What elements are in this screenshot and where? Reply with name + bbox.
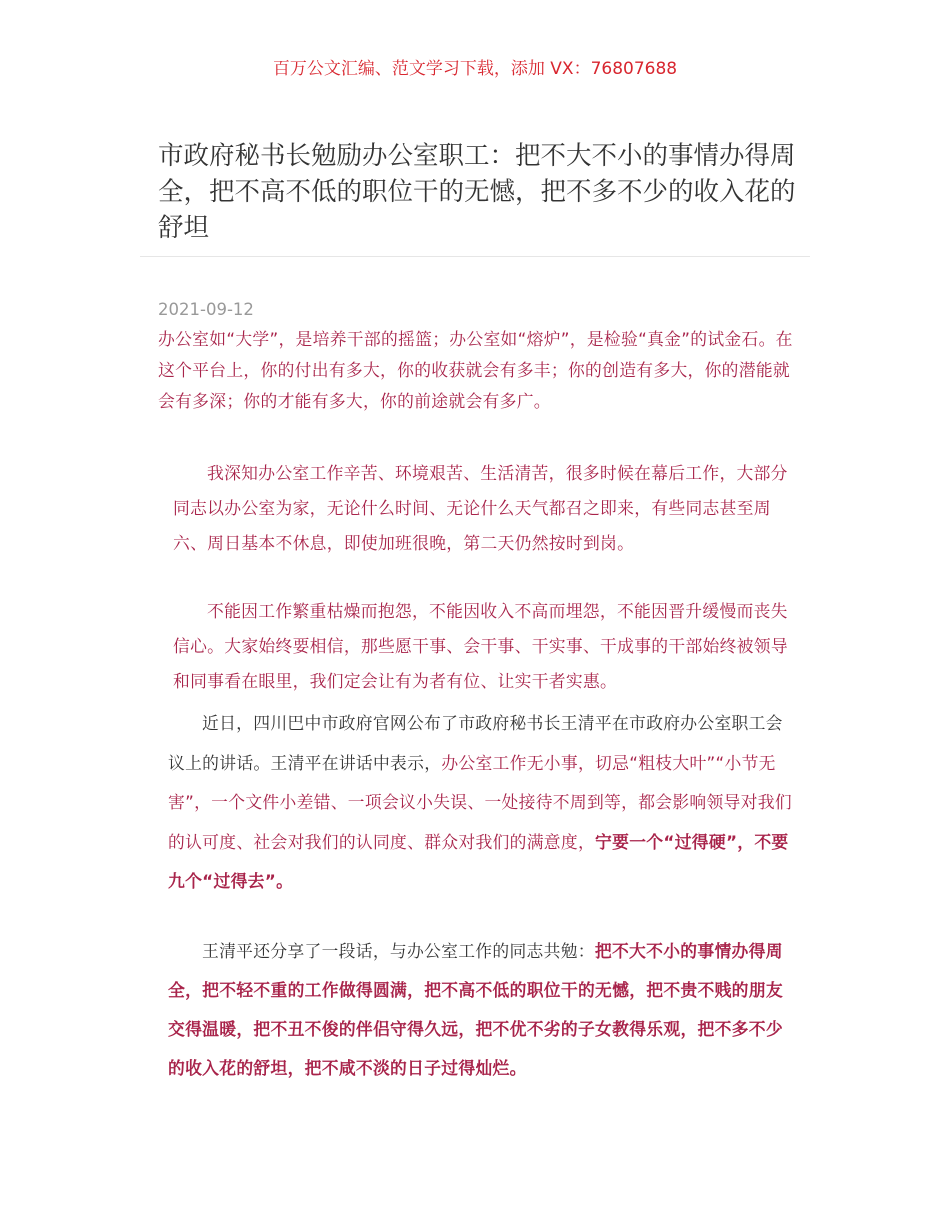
promo-banner: 百万公文汇编、范文学习下载，添加 VX：76807688 bbox=[272, 59, 678, 79]
speech-emphasis-text: 宁要一个“过得硬”，不要九个“过得去”。 bbox=[168, 831, 789, 891]
speech-highlight-text: 办公室工作无小事，切忌“粗枝大叶”“小节无害”，一个文件小差错、一项会议小失误、一处接待不周到等，都会影响领导对我们的认可度、社会对我们的认同度、群众对我们的满意度， bbox=[168, 752, 792, 852]
paragraph-hardship: 我深知办公室工作辛苦、环境艰苦、生活清苦，很多时候在幕后工作，大部分同志以办公室为家，无论什么时间、无论什么天气都召之即来，有些同志甚至周六、周日基本不休息，即使加班很晚，第二天仍然按时到岗。 bbox=[173, 463, 788, 553]
paragraph-encouragement: 不能因工作繁重枯燥而抱怨，不能因收入不高而埋怨，不能因晋升缓慢而丧失信心。大家始终要相信，那些愿干事、会干事、干实事、干成事的干部始终被领导和同事看在眼里，我们定会让有为者有位、让实干者实惠。 bbox=[173, 601, 788, 691]
paragraph-speech bbox=[168, 704, 798, 902]
article-title: 市政府秘书长勉励办公室职工：把不大不小的事情办得周全，把不高不低的职位干的无憾，把不多不少的收入花的舒坦 bbox=[158, 141, 796, 243]
paragraph-motto bbox=[168, 932, 798, 1088]
speech-lead-text: 近日，四川巴中市政府官网公布了市政府秘书长王清平在市政府办公室职工会议上的讲话。王清平在讲话中表示， bbox=[168, 713, 783, 773]
publish-date: 2021-09-12 bbox=[158, 300, 254, 319]
intro-paragraph: 办公室如“大学”，是培养干部的摇篮；办公室如“熔炉”，是检验“真金”的试金石。在这个平台上，你的付出有多大，你的收获就会有多丰；你的创造有多大，你的潜能就会有多深；你的才能有多大，你的前途就会有多广。 bbox=[158, 329, 793, 411]
title-divider bbox=[140, 256, 810, 257]
motto-emphasis-text: 把不大不小的事情办得周全，把不轻不重的工作做得圆满，把不高不低的职位干的无憾，把不贵不贱的朋友交得温暖，把不丑不俊的伴侣守得久远，把不优不劣的子女教得乐观，把不多不少的收入花的舒坦，把不咸不淡的日子过得灿烂。 bbox=[168, 941, 783, 1078]
motto-lead-text: 王清平还分享了一段话，与办公室工作的同志共勉： bbox=[202, 941, 595, 961]
